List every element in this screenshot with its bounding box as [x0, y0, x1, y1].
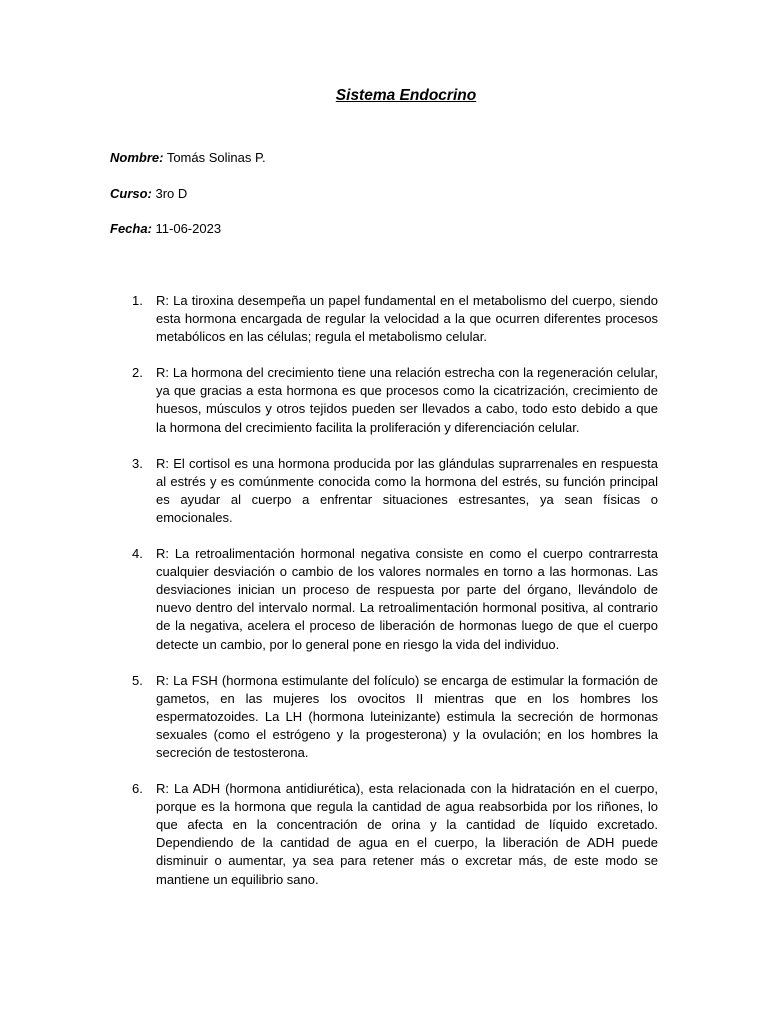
answers-list: [110, 292, 658, 907]
answer-number: 6.: [132, 781, 143, 797]
date-label: Fecha:: [110, 221, 152, 236]
answer-item: [110, 292, 658, 346]
answer-number: 4.: [132, 546, 143, 562]
answer-number: 5.: [132, 672, 143, 688]
course-field: [110, 186, 187, 202]
answer-text: R: El cortisol es una hormona producida por las glándulas suprarrenales en respuesta al estrés y es comúnmente conocida como la hormona del estrés, su función principal es ayudar al cuerpo a enfrentar situaciones estresantes, ya sean físicas o emocionales.: [156, 455, 658, 525]
answer-item: [110, 455, 658, 527]
answer-number: 2.: [132, 365, 143, 381]
answer-text: R: La tiroxina desempeña un papel fundamental en el metabolismo del cuerpo, siendo esta hormona encargada de regular la velocidad a la que ocurren diferentes procesos metabólicos en las células; regula el metabolismo celular.: [156, 293, 658, 345]
date-field: [110, 221, 221, 237]
name-value: Tomás Solinas P.: [163, 150, 266, 165]
answer-item: [110, 780, 658, 889]
date-value: 11-06-2023: [151, 221, 222, 236]
document-title: Sistema Endocrino: [335, 87, 477, 104]
course-value: 3ro D: [151, 186, 188, 201]
answer-text: R: La hormona del crecimiento tiene una relación estrecha con la regeneración celular, ya que gracias a esta hormona es que procesos como la cicatrización, crecimiento de huesos, músculos y otros tejidos pueden ser llevados a cabo, todo esto debido a que la hormona del crecimiento facilita la proliferación y diferenciación celular.: [156, 365, 658, 435]
answer-item: [110, 545, 658, 654]
answer-text: R: La retroalimentación hormonal negativa consiste en como el cuerpo contrarresta cualquier desviación o cambio de los valores normales en torno a las hormonas. Las desviaciones inician un proceso de respuesta por parte del órgano, llevándolo de nuevo dentro del intervalo normal. La retroalimentación hormonal positiva, al contrario de la negativa, acelera el proceso de liberación de hormonas luego de que el cuerpo detecte un cambio, por lo general pone en riesgo la vida del individuo.: [156, 546, 658, 652]
course-label: Curso:: [110, 186, 152, 201]
name-field: [110, 150, 266, 166]
answer-item: [110, 672, 658, 762]
name-label: Nombre:: [110, 150, 164, 165]
answer-number: 3.: [132, 455, 143, 471]
answer-number: 1.: [132, 293, 143, 308]
answer-text: R: La ADH (hormona antidiurética), esta relacionada con la hidratación en el cuerpo, porque es la hormona que regula la cantidad de agua reabsorbida por los riñones, lo que afecta en la concentración de orina y la cantidad de líquido excretado. Dependiendo de la cantidad de agua en el cuerpo, la liberación de ADH puede disminuir o aumentar, ya sea para retener más o excretar más, de este modo se mantiene un equilibrio sano.: [156, 781, 658, 887]
answer-text: R: La FSH (hormona estimulante del folículo) se encarga de estimular la formación de gametos, en las mujeres los ovocitos II mientras que en los hombres los espermatozoides. La LH (hormona luteinizante) estimula la secreción de hormonas sexuales (como el estrógeno y la progesterona) y la ovulación; en los hombres la secreción de testosterona.: [156, 672, 658, 760]
answer-item: [110, 364, 658, 436]
